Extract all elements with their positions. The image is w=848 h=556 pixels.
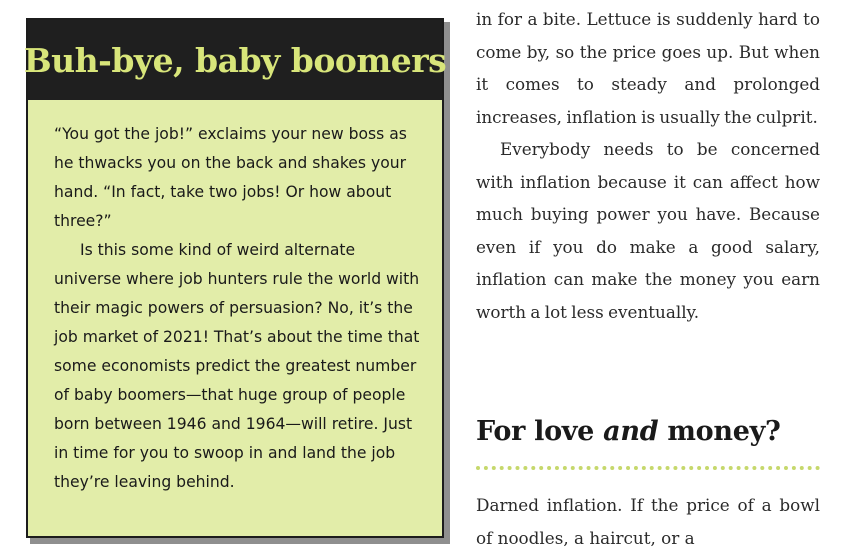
- sidebar-header: [23, 20, 447, 100]
- main-column-continued: [476, 489, 820, 554]
- body-paragraph: in for a bite. Lettuce is suddenly hard to come by, so the price goes up. But when it comes to steady and prolonged increases, inflation is usually the culprit.: [476, 9, 820, 127]
- sidebar-title: Buh-bye, baby boomers: [23, 40, 447, 80]
- heading-text-start: For love: [476, 416, 604, 447]
- sidebar-body: [28, 100, 442, 497]
- main-column: [476, 0, 820, 328]
- body-paragraph: Everybody needs to be concerned with inflation because it can affect how much buying power you have. Because even if you do make a good salary, inflation can make the money you earn worth a lot less eventually.: [476, 139, 820, 322]
- dotted-rule: [476, 466, 820, 470]
- heading-text-end: money?: [658, 416, 781, 447]
- heading-emphasis: and: [603, 416, 659, 447]
- sidebar-paragraph: Is this some kind of weird alternate universe where job hunters rule the world with their magic powers of persuasion? No, it’s the job market of 2021! That’s about the time that some economists predict the greatest number of baby boomers—that huge group of people born between 1946 and 1964—will retire. Just in time for you to swoop in and land the job they’re leaving behind.: [54, 241, 420, 491]
- section-heading: [476, 416, 780, 447]
- sidebar-paragraph: “You got the job!” exclaims your new boss as he thwacks you on the back and shakes your hand. “In fact, take two jobs! Or how about three?”: [54, 125, 407, 230]
- body-paragraph: Darned inflation. If the price of a bowl of noodles, a haircut, or a: [476, 495, 820, 548]
- sidebar-box: [23, 18, 447, 538]
